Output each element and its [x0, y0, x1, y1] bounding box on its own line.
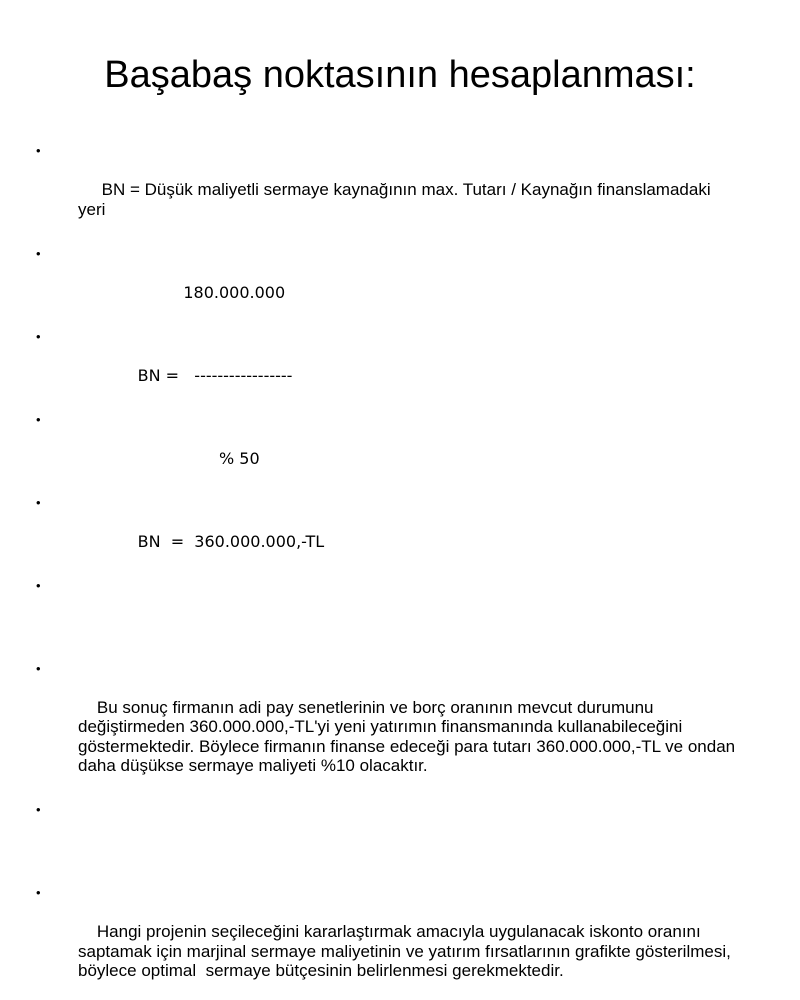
bullet-text: BN = Düşük maliyetli sermaye kaynağının max. Tutarı / Kaynağın finanslamadaki yeri [78, 180, 716, 219]
bullet-text: BN = 360.000.000,-TL [96, 531, 325, 551]
bullet-dot-icon: • [36, 802, 41, 817]
bullet-item-empty [36, 800, 736, 878]
bullet-dot-icon: • [36, 143, 41, 158]
bullet-text: 180.000.000 [96, 282, 286, 302]
bullet-item-explanation [36, 659, 740, 796]
bullet-dot-icon: • [36, 660, 41, 676]
bullet-list [36, 141, 740, 1000]
bullet-text: Bu sonuç firmanın adi pay senetlerinin ve borç oranının mevcut durumunu değiştirmeden 360.000.000,-TL'yi yeni yatırımın finansmanında kullanabileceğini göstermektedir. Böylece firmanın finanse edeceği para tutarı 360.000.000,-TL ve ondan daha düşükse sermaye maliyeti %10 olacaktır. [78, 697, 740, 775]
bullet-dot-icon: • [36, 328, 41, 344]
bullet-item-denominator [36, 410, 736, 488]
bullet-dot-icon: • [36, 885, 41, 900]
bullet-item-empty [36, 576, 736, 654]
bullet-dot-icon: • [36, 577, 41, 593]
bullet-item-numerator [36, 244, 736, 322]
bullet-dot-icon: • [36, 245, 41, 261]
bullet-text: BN = ----------------- [96, 365, 293, 385]
bullet-dot-icon: • [36, 494, 41, 510]
bullet-item-formula-definition [36, 141, 736, 239]
bullet-item-result [36, 493, 736, 571]
bullet-dot-icon: • [36, 411, 41, 427]
bullet-text: Hangi projenin seçileceğini kararlaştırmak amacıyla uygulanacak iskonto oranını saptamak için marjinal sermaye maliyetinin ve yatırım fırsatlarının grafikte gösterilmesi, böylece optimal sermaye bütçesinin belirlenmesi gerekmektedir. [78, 922, 736, 980]
bullet-text: % 50 [96, 448, 260, 468]
bullet-item-conclusion [36, 883, 736, 1000]
bullet-item-fraction-line [36, 327, 736, 405]
slide-title: Başabaş noktasının hesaplanması: [104, 54, 696, 96]
